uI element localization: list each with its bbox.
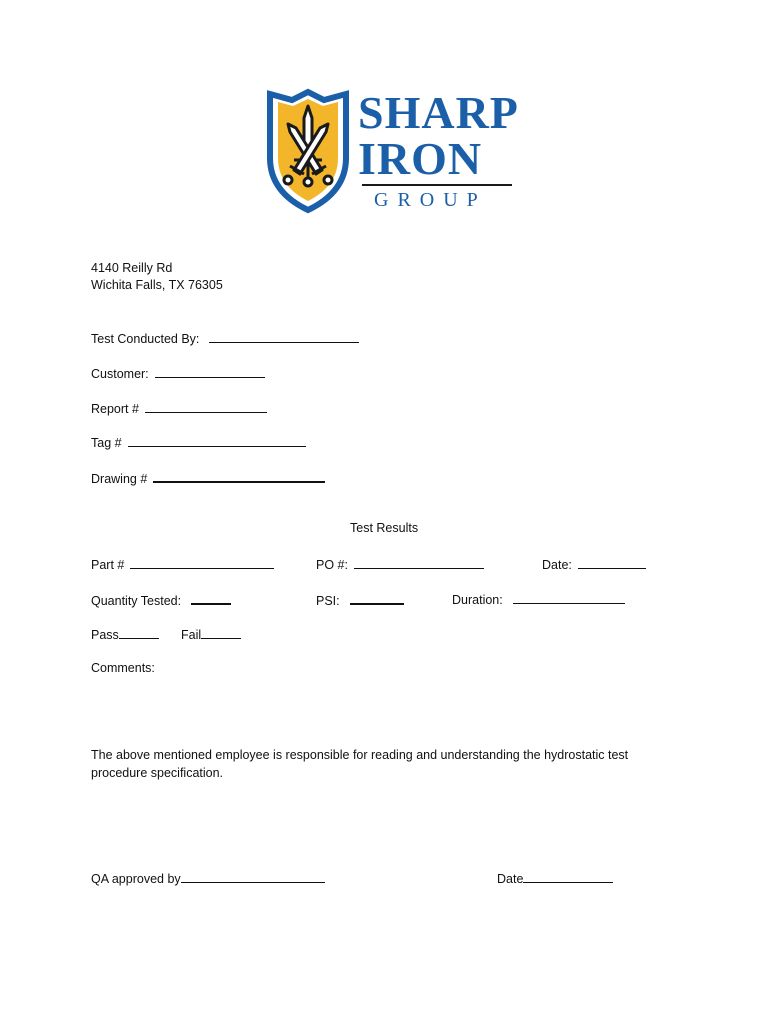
report-blank[interactable] xyxy=(145,400,267,413)
signoff-date-blank[interactable] xyxy=(523,870,613,883)
pass-label: Pass xyxy=(91,628,119,642)
duration-blank[interactable] xyxy=(513,591,625,604)
qa-approved-blank[interactable] xyxy=(181,870,325,883)
psi-row xyxy=(316,591,404,609)
po-row xyxy=(316,556,484,573)
part-row xyxy=(91,556,274,573)
signoff-date-label: Date xyxy=(497,872,524,886)
quantity-tested-blank[interactable] xyxy=(191,591,231,605)
pass-blank[interactable] xyxy=(119,626,159,639)
fail-label: Fail xyxy=(181,628,202,642)
logo-divider xyxy=(362,184,512,186)
date-label: Date: xyxy=(542,558,572,572)
drawing-blank[interactable] xyxy=(153,469,325,483)
date-blank[interactable] xyxy=(578,556,646,569)
report-label: Report # xyxy=(91,402,139,416)
drawing-label: Drawing # xyxy=(91,472,148,486)
test-conducted-by-blank[interactable] xyxy=(209,330,359,343)
tag-label: Tag # xyxy=(91,436,122,450)
quantity-tested-label: Quantity Tested: xyxy=(91,594,182,608)
date-row xyxy=(542,556,646,573)
statement-line-1: The above mentioned employee is responsible for reading and understanding the hydrostatic test xyxy=(91,748,629,762)
po-label: PO #: xyxy=(316,558,348,572)
report-row xyxy=(91,400,267,417)
duration-row xyxy=(452,591,625,608)
shield-swords-icon xyxy=(262,88,354,214)
psi-label: PSI: xyxy=(316,594,340,608)
customer-label: Customer: xyxy=(91,367,149,381)
fail-row xyxy=(181,626,241,643)
customer-blank[interactable] xyxy=(155,365,265,378)
part-label: Part # xyxy=(91,558,125,572)
po-blank[interactable] xyxy=(354,556,484,569)
test-results-heading: Test Results xyxy=(350,521,419,535)
logo-text-sharp: SHARP xyxy=(358,87,519,138)
logo-text-group: GROUP xyxy=(374,189,487,211)
statement-line-2: procedure specification. xyxy=(91,766,224,780)
qa-approved-label: QA approved by xyxy=(91,872,181,886)
signoff-date-row xyxy=(497,870,613,887)
tag-row xyxy=(91,434,306,451)
psi-blank[interactable] xyxy=(350,591,404,605)
qa-approved-row xyxy=(91,870,325,887)
fail-blank[interactable] xyxy=(201,626,241,639)
address-city: Wichita Falls, TX 76305 xyxy=(91,278,223,292)
pass-row xyxy=(91,626,159,643)
duration-label: Duration: xyxy=(452,593,503,607)
test-conducted-by-row xyxy=(91,330,359,347)
customer-row xyxy=(91,365,265,382)
test-conducted-by-label: Test Conducted By: xyxy=(91,332,200,346)
quantity-tested-row xyxy=(91,591,231,609)
comments-label: Comments: xyxy=(91,661,155,675)
part-blank[interactable] xyxy=(130,556,274,569)
company-logo xyxy=(262,88,522,218)
logo-text-iron: IRON xyxy=(358,133,483,184)
tag-blank[interactable] xyxy=(128,434,306,447)
drawing-row xyxy=(91,469,325,487)
address-street: 4140 Reilly Rd xyxy=(91,261,173,275)
